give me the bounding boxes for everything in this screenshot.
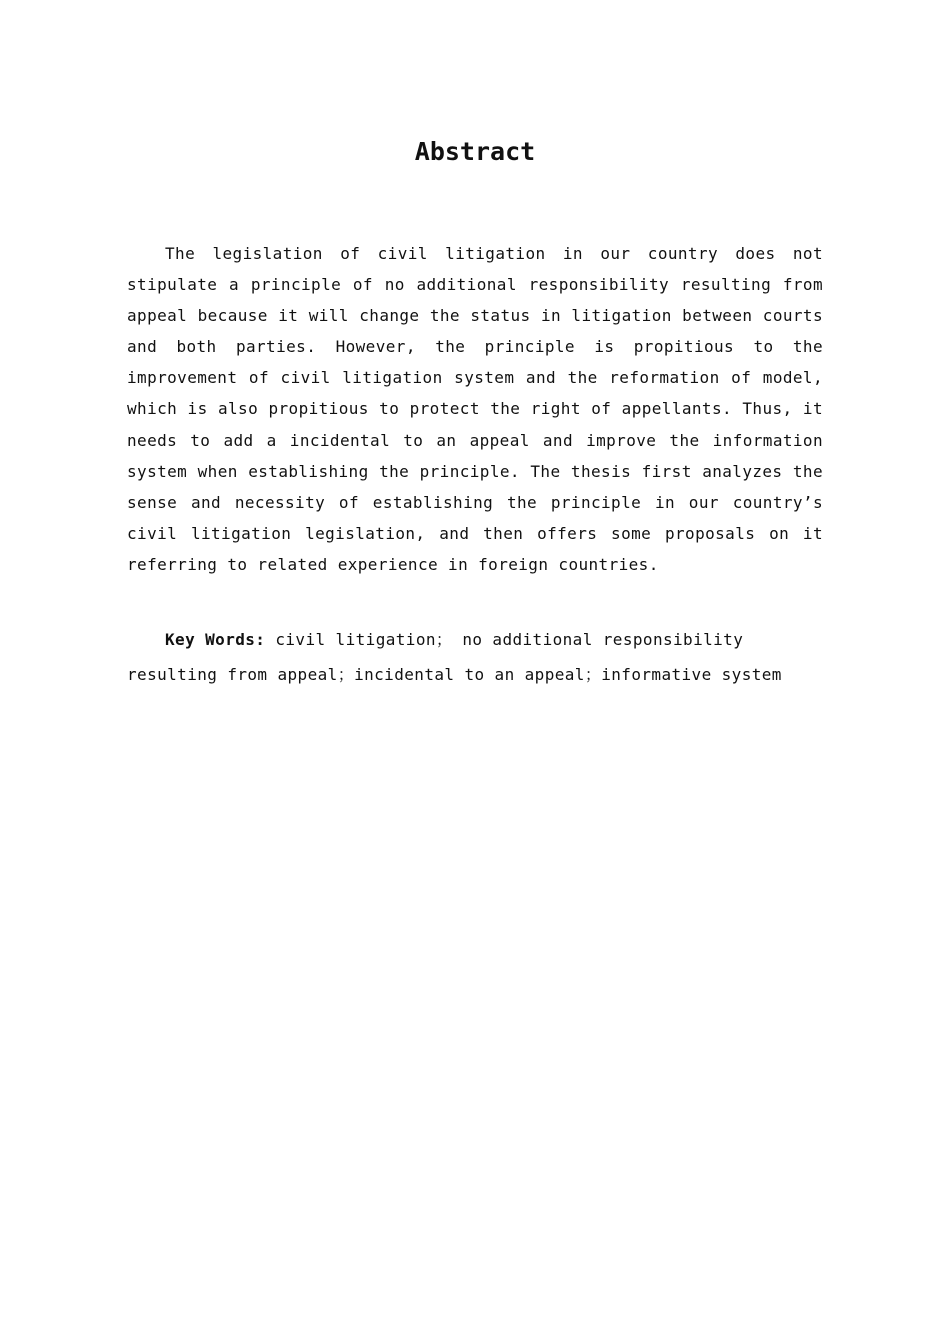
abstract-title: Abstract xyxy=(414,137,536,166)
keywords-label: Key Words: xyxy=(165,630,266,649)
abstract-body: The legislation of civil litigation in our country does not stipulate a principle of no additional responsibility resulting from appeal because it will change the status in litigation between courts and both parties. However, the principle is propitious to the improvement of civil litigation system and the reformation of model, which is also propitious to protect the right of appellants. Thus, it needs to add a incidental to an appeal and improve the information system when establishing the principle. The thesis first analyzes the sense and necessity of establishing the principle in our country’s civil litigation legislation, and then offers some proposals on it referring to related experience in foreign countries. xyxy=(127,244,823,574)
keywords-text: civil litigation； no additional responsibility resulting from appeal；incidental to an appeal；informative system xyxy=(127,630,782,684)
keywords-paragraph xyxy=(127,622,823,692)
